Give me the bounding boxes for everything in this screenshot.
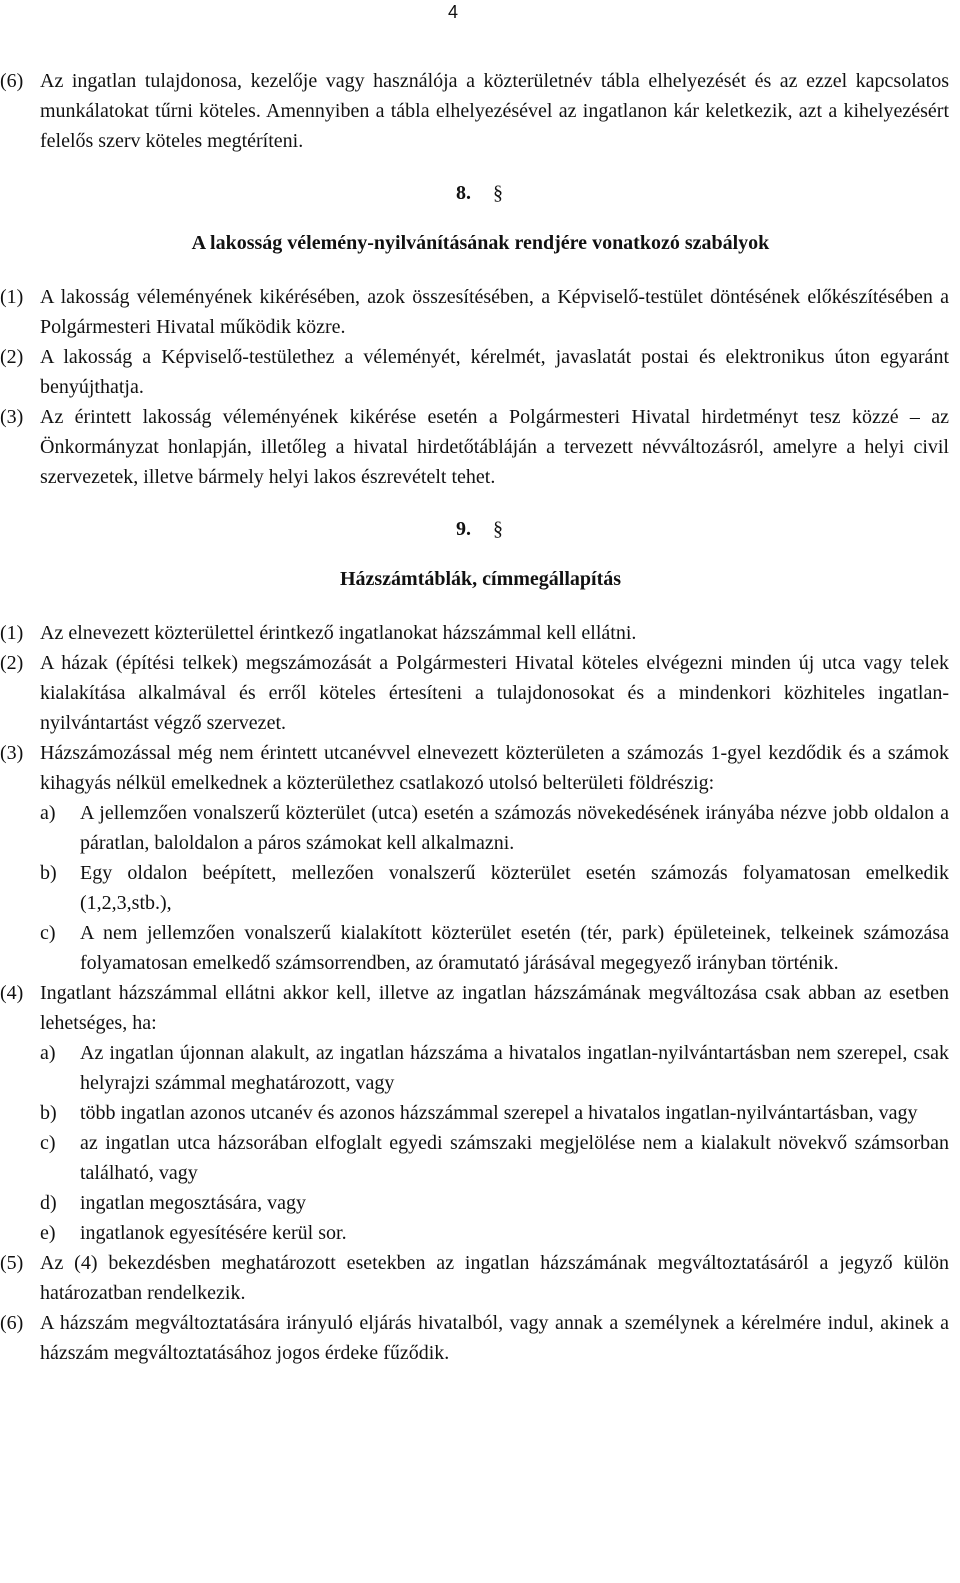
list-item-label: c) xyxy=(40,1132,56,1154)
paragraph-text: Az érintett lakosság véleményének kikérése esetén a Polgármesteri Hivatal hirdetményt tesz közzé – az Önkormányzat honlapján, illetőleg a hivatal hirdetőtábláján a tervezett névváltozásról, amelyre a helyi civil szervezetek, illetve bármely helyi lakos észrevételt tehet. xyxy=(40,406,949,488)
list-item-text: ingatlan megosztására, vagy xyxy=(80,1192,307,1214)
section-9-heading xyxy=(0,514,949,544)
paragraph-number: (5) xyxy=(0,1252,24,1274)
section-8-title: A lakosság vélemény-nyilvánításának rendjére vonatkozó szabályok xyxy=(191,232,770,254)
section-9-paragraph-4 xyxy=(0,978,949,1038)
paragraph-text: A házszám megváltoztatására irányuló eljárás hivatalból, vagy annak a személynek a kérelmére indul, akinek a házszám megváltoztatásához jogos érdeke fűződik. xyxy=(40,1312,949,1364)
section-9-paragraph-1 xyxy=(0,618,949,648)
list-item xyxy=(0,1218,949,1248)
section-symbol: § xyxy=(493,182,503,204)
paragraph-text: A házak (építési telkek) megszámozását a Polgármesteri Hivatal köteles elvégezni minden új utca vagy telek kialakítása alkalmával és erről köteles értesíteni a tulajdonosokat és a mindenkori közhiteles ingatlan-nyilvántartást végző szervezet. xyxy=(40,652,949,734)
list-item-text: az ingatlan utca házsorában elfoglalt egyedi számszaki megjelölése nem a kialakult növekvő számsorban található, vagy xyxy=(80,1132,949,1184)
section-9-paragraph-3 xyxy=(0,738,949,798)
list-item-label: e) xyxy=(40,1222,56,1244)
list-item xyxy=(0,1188,949,1218)
list-item-label: a) xyxy=(40,802,56,824)
list-item-label: d) xyxy=(40,1192,57,1214)
list-item xyxy=(0,1098,949,1128)
paragraph-number: (4) xyxy=(0,982,24,1004)
section-number: 9. xyxy=(456,518,471,540)
section-8-paragraph-1 xyxy=(0,282,949,342)
list-item xyxy=(0,858,949,918)
paragraph-number: (6) xyxy=(0,70,24,92)
list-item-text: több ingatlan azonos utcanév és azonos házszámmal szerepel a hivatalos ingatlan-nyilvántartásban, vagy xyxy=(80,1102,918,1124)
paragraph-text: A lakosság a Képviselő-testülethez a véleményét, kérelmét, javaslatát postai és elektronikus úton egyaránt benyújthatja. xyxy=(40,346,949,398)
paragraph-number: (6) xyxy=(0,1312,24,1334)
list-item-label: c) xyxy=(40,922,56,944)
list-item-text: A nem jellemzően vonalszerű kialakított közterület esetén (tér, park) épületeinek, telkeinek számozása folyamatosan emelkedő számsorrendben, az óramutató járásával megegyező irányban történik. xyxy=(80,922,949,974)
paragraph-text: Az ingatlan tulajdonosa, kezelője vagy használója a közterületnév tábla elhelyezését és az ezzel kapcsolatos munkálatokat tűrni köteles. Amennyiben a tábla elhelyezésével az ingatlanon kár keletkezik, azt a kihelyezésért felelős szerv köteles megtéríteni. xyxy=(40,70,949,152)
section-9-paragraph-5 xyxy=(0,1248,949,1308)
list-item-label: b) xyxy=(40,862,57,884)
section-number: 8. xyxy=(456,182,471,204)
paragraph-number: (2) xyxy=(0,346,24,368)
list-item xyxy=(0,798,949,858)
document-body xyxy=(0,66,949,1368)
paragraph-text: Az elnevezett közterülettel érintkező ingatlanokat házszámmal kell ellátni. xyxy=(40,622,637,644)
paragraph-number: (1) xyxy=(0,286,24,308)
paragraph-6-intro xyxy=(0,66,949,156)
section-8-paragraph-3 xyxy=(0,402,949,492)
section-9-title: Házszámtáblák, címmegállapítás xyxy=(339,568,622,590)
list-item-text: Az ingatlan újonnan alakult, az ingatlan házszáma a hivatalos ingatlan-nyilvántartásban nem szerepel, csak helyrajzi számmal meghatározott, vagy xyxy=(80,1042,949,1094)
list-item-text: ingatlanok egyesítésére kerül sor. xyxy=(80,1222,347,1244)
paragraph-number: (3) xyxy=(0,742,24,764)
list-item-label: b) xyxy=(40,1102,57,1124)
paragraph-number: (3) xyxy=(0,406,24,428)
list-item-text: Egy oldalon beépített, mellezően vonalszerű közterület esetén számozás folyamatosan emelkedik (1,2,3,stb.), xyxy=(80,862,949,914)
list-item xyxy=(0,1038,949,1098)
paragraph-text: A lakosság véleményének kikérésében, azok összesítésében, a Képviselő-testület döntésének előkészítésében a Polgármesteri Hivatal működik közre. xyxy=(40,286,949,338)
paragraph-text: Ingatlant házszámmal ellátni akkor kell, illetve az ingatlan házszámának megváltozása csak abban az esetben lehetséges, ha: xyxy=(40,982,949,1034)
list-item xyxy=(0,918,949,978)
list-item-text: A jellemzően vonalszerű közterület (utca) esetén a számozás növekedésének irányába nézve jobb oldalon a páratlan, baloldalon a páros számokat kell alkalmazni. xyxy=(80,802,949,854)
paragraph-text: Az (4) bekezdésben meghatározott esetekben az ingatlan házszámának megváltoztatásáról a jegyző külön határozatban rendelkezik. xyxy=(40,1252,949,1304)
page-number: 4 xyxy=(448,2,459,22)
list-item-label: a) xyxy=(40,1042,56,1064)
section-8-heading xyxy=(0,178,949,208)
list-item xyxy=(0,1128,949,1188)
paragraph-number: (2) xyxy=(0,652,24,674)
paragraph-number: (1) xyxy=(0,622,24,644)
section-symbol: § xyxy=(493,518,503,540)
section-8-paragraph-2 xyxy=(0,342,949,402)
section-9-paragraph-6 xyxy=(0,1308,949,1368)
section-9-paragraph-2 xyxy=(0,648,949,738)
paragraph-text: Házszámozással még nem érintett utcanévvel elnevezett közterületen a számozás 1-gyel kezdődik és a számok kihagyás nélkül emelkednek a közterülethez csatlakozó utolsó belterületi földrészig: xyxy=(40,742,949,794)
